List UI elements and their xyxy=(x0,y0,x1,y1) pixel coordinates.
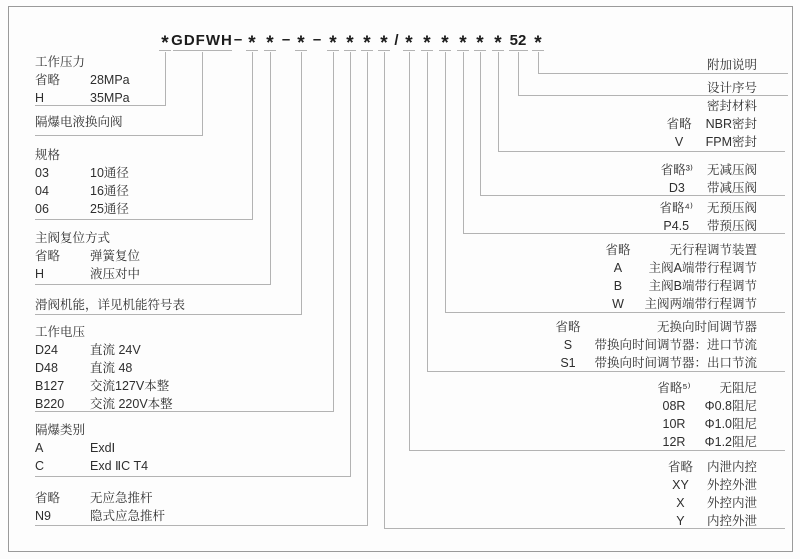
option-code: XY xyxy=(672,478,689,492)
option-code: S xyxy=(563,338,573,352)
block-title: 主阀复位方式 xyxy=(35,231,111,245)
option-desc: 无减压阀 xyxy=(706,163,757,177)
code-segment: * xyxy=(161,33,169,54)
option-desc: NBR密封 xyxy=(705,117,757,131)
block-stroke-adjust xyxy=(605,241,757,313)
option-code: A xyxy=(613,261,623,275)
code-segment: – xyxy=(312,31,322,48)
block-product-name xyxy=(35,113,123,131)
option-code: 省略³⁾ xyxy=(660,163,693,177)
block-notes xyxy=(707,56,757,74)
block-exd-class xyxy=(35,421,148,475)
option-code: D24 xyxy=(35,343,58,357)
block-spool-function xyxy=(35,296,185,314)
block-spec xyxy=(35,146,129,218)
option-code: C xyxy=(35,459,45,473)
code-segment: * xyxy=(476,33,484,54)
code-segment: – xyxy=(233,31,243,48)
option-code: 省略 xyxy=(667,460,693,474)
code-segment-slash: / xyxy=(394,32,400,49)
block-working-pressure xyxy=(35,53,130,107)
option-code: D3 xyxy=(668,181,685,195)
option-code: 省略⁵⁾ xyxy=(657,381,691,395)
code-segment: * xyxy=(459,33,467,54)
option-code: 省略 xyxy=(35,491,61,505)
code-segment: * xyxy=(441,33,449,54)
option-desc: Φ1.0阻尼 xyxy=(704,417,757,431)
option-desc: 无换向时间调节器 xyxy=(656,320,757,334)
option-desc: 直流 48 xyxy=(90,361,133,375)
block-voltage xyxy=(35,323,173,413)
block-title: 隔爆类别 xyxy=(35,423,86,437)
option-desc: Φ0.8阻尼 xyxy=(704,399,757,413)
option-code: B xyxy=(613,279,623,293)
option-code: V xyxy=(674,135,684,149)
option-desc: 带换向时间调节器：进口节流 xyxy=(594,338,757,352)
block-design-no xyxy=(707,79,757,97)
option-desc: 内泄内控 xyxy=(706,460,757,474)
option-desc: 主阀A端带行程调节 xyxy=(648,261,757,275)
option-code: 省略 xyxy=(35,249,61,263)
option-code: A xyxy=(35,441,44,455)
block-pilot-drain xyxy=(668,458,757,530)
code-segment: * xyxy=(363,33,371,54)
option-desc: 主阀两端带行程调节 xyxy=(644,297,757,311)
block-title: 滑阀机能，详见机能符号表 xyxy=(35,298,186,312)
code-segment-design-no: 52 xyxy=(509,32,527,49)
option-code: 08R xyxy=(662,399,686,413)
block-title: 工作电压 xyxy=(35,325,86,339)
block-seal xyxy=(667,97,757,151)
option-code: S1 xyxy=(560,356,576,370)
block-reducing-valve xyxy=(661,161,757,197)
option-desc: Exd ⅡC T4 xyxy=(90,459,149,473)
option-code: 10R xyxy=(662,417,686,431)
option-code: B220 xyxy=(35,397,65,411)
option-code: 省略 xyxy=(555,320,581,334)
option-desc: 无预压阀 xyxy=(706,201,757,215)
option-code: H xyxy=(35,267,45,281)
option-desc: 外控外泄 xyxy=(706,478,757,492)
option-desc: 28MPa xyxy=(90,73,130,87)
option-desc: 25通径 xyxy=(90,202,129,216)
option-desc: 内控外泄 xyxy=(706,514,757,528)
code-segment: * xyxy=(380,33,388,54)
option-desc: 16通径 xyxy=(90,184,129,198)
code-segment: * xyxy=(494,33,502,54)
option-desc: 外控内泄 xyxy=(706,496,757,510)
block-title: 设计序号 xyxy=(706,81,757,95)
block-push-rod xyxy=(35,489,165,525)
code-segment: * xyxy=(297,33,305,54)
option-code: Y xyxy=(676,514,685,528)
option-desc: 无应急推杆 xyxy=(90,491,153,505)
option-code: 省略 xyxy=(666,117,692,131)
option-code: D48 xyxy=(35,361,58,375)
block-reset-mode xyxy=(35,229,140,283)
option-desc: 带换向时间调节器：出口节流 xyxy=(594,356,757,370)
code-segment: * xyxy=(423,33,431,54)
code-segment: * xyxy=(346,33,354,54)
option-desc: 交流127V本整 xyxy=(90,379,170,393)
block-title: 附加说明 xyxy=(706,58,757,72)
option-code: 省略 xyxy=(605,243,631,257)
code-segment: * xyxy=(534,33,542,54)
option-code: 省略⁴⁾ xyxy=(659,201,693,215)
block-damping xyxy=(657,379,757,451)
code-segment: * xyxy=(329,33,337,54)
option-code: 06 xyxy=(35,202,49,216)
option-desc: 液压对中 xyxy=(90,267,141,281)
option-code: 04 xyxy=(35,184,49,198)
option-desc: Φ1.2阻尼 xyxy=(704,435,757,449)
code-segment: * xyxy=(248,33,256,54)
block-title: 工作压力 xyxy=(35,55,86,69)
option-desc: 无行程调节装置 xyxy=(669,243,757,257)
option-desc: 带预压阀 xyxy=(706,219,757,233)
option-code: P4.5 xyxy=(663,219,690,233)
code-segment-model: GDFWH xyxy=(171,32,233,49)
option-desc: 主阀B端带行程调节 xyxy=(648,279,757,293)
option-code: X xyxy=(676,496,685,510)
code-segment: – xyxy=(281,31,291,48)
option-desc: ExdⅠ xyxy=(90,441,116,455)
block-title: 隔爆电液换向阀 xyxy=(35,115,123,129)
block-time-adjust xyxy=(555,318,757,372)
block-preload-valve xyxy=(660,199,757,235)
block-title: 规格 xyxy=(35,148,61,162)
option-desc: 隐式应急推杆 xyxy=(90,509,166,523)
option-desc: 带减压阀 xyxy=(706,181,757,195)
option-code: 03 xyxy=(35,166,49,180)
option-code: W xyxy=(612,297,624,311)
block-title: 密封材料 xyxy=(706,99,757,113)
option-desc: 直流 24V xyxy=(90,343,141,357)
code-segment: * xyxy=(405,33,413,54)
option-desc: 35MPa xyxy=(90,91,130,105)
option-desc: 无阻尼 xyxy=(719,381,757,395)
option-desc: 10通径 xyxy=(90,166,129,180)
option-desc: FPM密封 xyxy=(705,135,757,149)
option-desc: 交流 220V本整 xyxy=(90,397,173,411)
option-code: 省略 xyxy=(35,73,61,87)
option-code: 12R xyxy=(662,435,686,449)
option-code: H xyxy=(35,91,45,105)
code-segment: * xyxy=(266,33,274,54)
option-code: B127 xyxy=(35,379,65,393)
option-desc: 弹簧复位 xyxy=(90,249,141,263)
option-code: N9 xyxy=(35,509,51,523)
